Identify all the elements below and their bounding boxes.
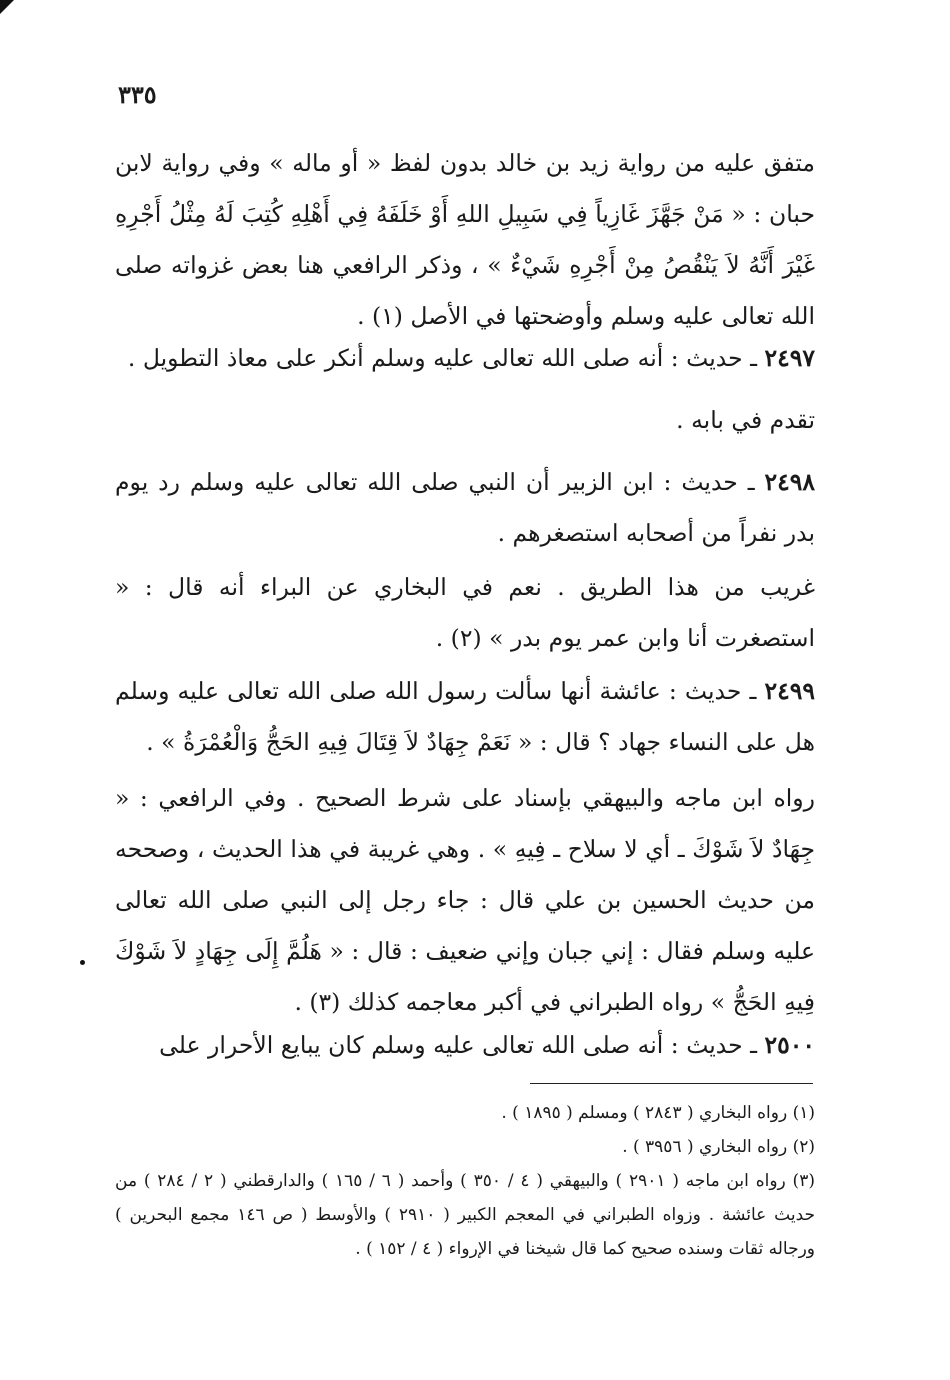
commentary-2498 [115, 562, 815, 664]
page-number: ٣٣٥ [118, 80, 157, 109]
hadith-entry-2499 [115, 666, 815, 768]
footnotes [115, 1096, 815, 1266]
paragraph-text: رواه ابن ماجه والبيهقي بإسناد على شرط الصحيح . وفي الرافعي : « جِهَادٌ لاَ شَوْكَ ـ أي لا سلاح ـ فِيهِ » . وهي غريبة في هذا الحديث ، وصححه من حديث الحسين بن علي قال : جاء رجل إلى النبي صلى الله تعالى عليه وسلم فقال : إني جبان وإني ضعيف : قال : « هَلُمَّ إِلَى جِهَادٍ لاَ شَوْكَ فِيهِ الحَجُّ » رواه الطبراني في أكبر معاجمه كذلك (٣) . [115, 784, 815, 1016]
entry-text: ـ حديث : أنه صلى الله تعالى عليه وسلم أنكر على معاذ التطويل . [127, 344, 765, 372]
entry-number: ٢٤٩٧ [764, 344, 815, 372]
footnote-divider [530, 1083, 813, 1084]
scan-speck [80, 960, 85, 965]
hadith-entry-2497 [115, 333, 815, 384]
paragraph-text: غريب من هذا الطريق . نعم في البخاري عن البراء أنه قال : « استصغرت أنا وابن عمر يوم بدر » (٢) . [115, 573, 815, 652]
entry-text: ـ حديث : أنه صلى الله تعالى عليه وسلم كان يبايع الأحرار على [159, 1031, 765, 1059]
hadith-entry-2498 [115, 457, 815, 559]
commentary-2499 [115, 773, 815, 1028]
footnote-2: (٢) رواه البخاري ( ٣٩٥٦ ) . [622, 1137, 815, 1157]
commentary-2497 [115, 395, 815, 446]
entry-number: ٢٥٠٠ [764, 1031, 815, 1059]
footnote-1: (١) رواه البخاري ( ٢٨٤٣ ) ومسلم ( ١٨٩٥ ) . [501, 1103, 815, 1123]
entry-text: ـ حديث : عائشة أنها سألت رسول الله صلى الله تعالى عليه وسلم هل على النساء جهاد ؟ قال : « نَعَمْ جِهَادٌ لاَ قِتَالَ فِيهِ الحَجُّ وَالْعُمْرَةُ » . [115, 677, 815, 756]
hadith-entry-2500 [115, 1020, 815, 1071]
entry-number: ٢٤٩٩ [764, 677, 815, 705]
paragraph-text: متفق عليه من رواية زيد بن خالد بدون لفظ « أو ماله » وفي رواية لابن حبان : « مَنْ جَهَّزَ غَازِياً فِي سَبِيلِ اللهِ أَوْ خَلَفَهُ فِي أَهْلِهِ كُتِبَ لَهُ مِثْلُ أَجْرِهِ غَيْرَ أَنَّهُ لاَ يَنْقُصُ مِنْ أَجْرِهِ شَيْءٌ » ، وذكر الرافعي هنا بعض غزواته صلى الله تعالى عليه وسلم وأوضحتها في الأصل (١) . [115, 149, 815, 330]
paragraph-text: تقدم في بابه . [676, 406, 815, 434]
entry-number: ٢٤٩٨ [764, 468, 815, 496]
footnote-3: (٣) رواه ابن ماجه ( ٢٩٠١ ) والبيهقي ( ٤ / ٣٥٠ ) وأحمد ( ٦ / ١٦٥ ) والدارقطني ( ٢ / ٢٨٤ ) من حديث عائشة . وزواه الطبراني في المعجم الكبير ( ٢٩١٠ ) والأوسط ( ص ١٤٦ مجمع البحرين ) ورجاله ثقات وسنده صحيح كما قال شيخنا في الإرواء ( ٤ / ١٥٢ ) . [115, 1171, 815, 1259]
scan-corner-mark [0, 0, 14, 14]
entry-text: ـ حديث : ابن الزبير أن النبي صلى الله تعالى عليه وسلم رد يوم بدر نفراً من أصحابه استصغرهم . [115, 468, 815, 547]
paragraph-intro [115, 138, 815, 342]
